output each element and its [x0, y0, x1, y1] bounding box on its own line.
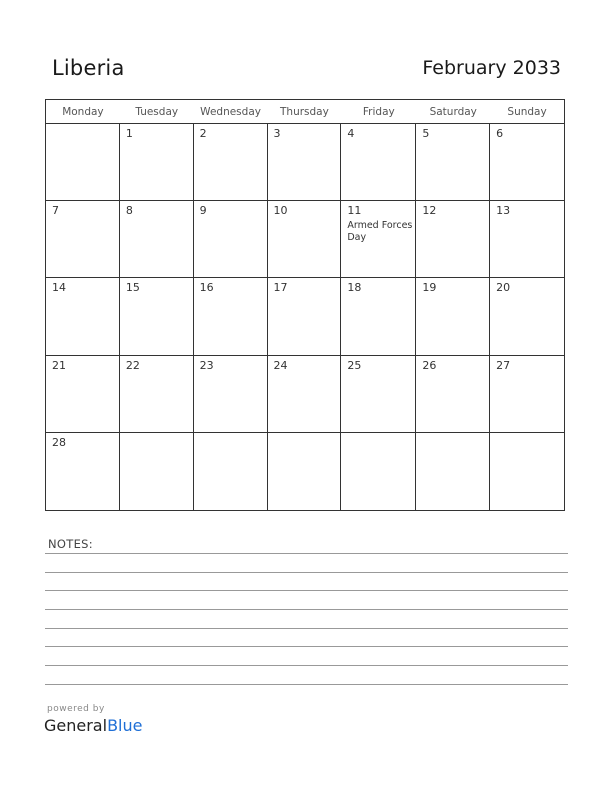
day-number: 14 [52, 281, 66, 295]
day-cell [268, 433, 342, 510]
day-number: 26 [422, 358, 437, 372]
note-line [45, 628, 568, 629]
weekday-header: Wednesday [194, 100, 268, 124]
day-number: 12 [422, 204, 437, 218]
month-year-title: February 2033 [422, 57, 561, 79]
note-line [45, 665, 568, 666]
note-line [45, 646, 568, 647]
day-number: 27 [496, 358, 511, 372]
day-number: 24 [273, 358, 288, 372]
weekday-header: Tuesday [120, 100, 194, 124]
note-line [45, 553, 568, 554]
weekday-header: Saturday [416, 100, 490, 124]
day-cell [120, 278, 194, 355]
day-number: 21 [52, 358, 66, 372]
note-line [45, 684, 568, 685]
weekday-header: Sunday [490, 100, 564, 124]
day-number: 20 [496, 281, 511, 295]
day-number: 9 [199, 204, 207, 218]
note-line [45, 609, 568, 610]
day-number: 13 [496, 204, 511, 218]
generalblue-logo [44, 716, 142, 735]
day-cell [490, 124, 564, 201]
day-cell [416, 278, 490, 355]
day-cell [120, 356, 194, 433]
day-cell [416, 433, 490, 510]
day-cell [341, 356, 416, 433]
day-number: 8 [125, 204, 133, 218]
day-cell [341, 433, 416, 510]
day-number: 15 [125, 281, 140, 295]
day-number: 2 [199, 127, 207, 140]
day-number: 25 [347, 358, 362, 372]
day-number: 3 [273, 127, 281, 140]
logo-general-text: General [44, 716, 108, 735]
day-cell [341, 278, 416, 355]
day-number: 4 [347, 127, 355, 140]
day-cell [120, 124, 194, 201]
day-cell [120, 433, 194, 510]
day-cell [268, 356, 342, 433]
day-cell [268, 278, 342, 355]
day-cell [120, 201, 194, 278]
day-number: 16 [199, 281, 214, 295]
day-cell [490, 356, 564, 433]
day-cell [46, 201, 120, 278]
day-number: 22 [125, 358, 140, 372]
day-number: 7 [52, 204, 59, 218]
weekday-header: Friday [341, 100, 416, 124]
day-cell [194, 278, 268, 355]
note-line [45, 572, 568, 573]
day-cell [416, 201, 490, 278]
day-number: 28 [52, 435, 66, 449]
day-number: 19 [422, 281, 437, 295]
day-number: 1 [125, 127, 133, 140]
day-cell [490, 278, 564, 355]
logo-blue-text: Blue [107, 716, 143, 735]
country-title: Liberia [52, 56, 125, 80]
powered-by-text: powered by [47, 704, 105, 714]
calendar-grid [45, 99, 565, 511]
day-number: 5 [422, 127, 430, 140]
day-cell [416, 124, 490, 201]
note-line [45, 590, 568, 591]
day-cell [490, 433, 564, 510]
day-number: 17 [273, 281, 288, 295]
day-cell [268, 124, 342, 201]
day-cell [46, 278, 120, 355]
day-number: 10 [273, 204, 288, 218]
weekday-header: Thursday [268, 100, 342, 124]
holiday-label: Armed Forces Day [347, 220, 413, 244]
weekday-header: Monday [46, 100, 120, 124]
day-cell [46, 124, 120, 201]
day-cell [341, 201, 416, 278]
day-cell [194, 201, 268, 278]
day-number: 18 [347, 281, 362, 295]
day-number: 11 [347, 204, 362, 218]
day-cell [46, 433, 120, 510]
day-cell [194, 124, 268, 201]
day-cell [416, 356, 490, 433]
day-number: 6 [496, 127, 504, 140]
day-number: 23 [199, 358, 214, 372]
day-cell [268, 201, 342, 278]
day-cell [194, 356, 268, 433]
day-cell [341, 124, 416, 201]
day-cell [194, 433, 268, 510]
notes-label: NOTES: [48, 537, 93, 551]
day-cell [490, 201, 564, 278]
day-cell [46, 356, 120, 433]
